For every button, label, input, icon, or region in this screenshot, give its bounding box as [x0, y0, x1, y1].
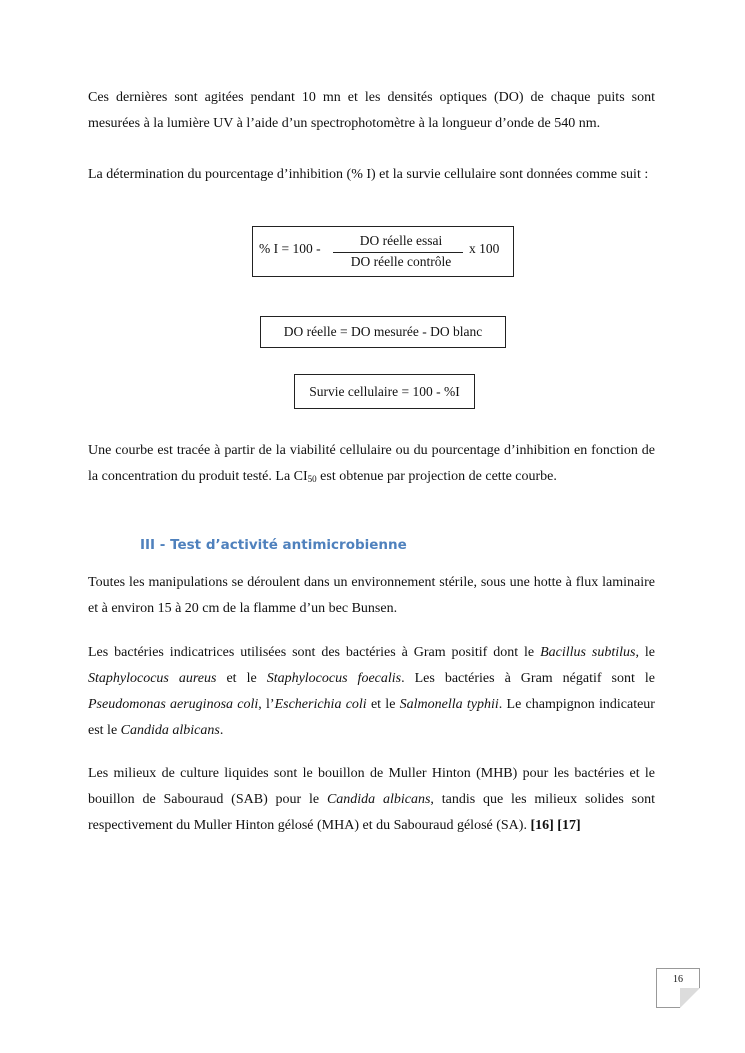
text-run: . Les bactéries à Gram négatif sont le: [401, 671, 655, 686]
text-run: et le: [366, 697, 400, 712]
species-name: Bacillus subtilus: [540, 645, 636, 660]
text-run: .: [219, 723, 224, 738]
text-run: et le: [216, 671, 267, 686]
text-run: . Le champignon indicateur est le: [88, 697, 655, 738]
species-name: Candida albicans: [326, 792, 431, 807]
species-name: Staphylococus foecalis: [266, 671, 402, 686]
formula-inhibition-right: x 100: [469, 241, 500, 256]
formula-inhibition: [252, 226, 514, 277]
paragraph-courbe-text-a: Une courbe est tracée à partir de la viabilité cellulaire ou du pourcentage d’inhibition en fonction de la concentration du produit testé. La CI: [88, 443, 655, 484]
page-curl-icon: [680, 988, 700, 1008]
paragraph-bacteries: [88, 640, 655, 744]
fraction-bar: [333, 252, 463, 253]
formula-inhibition-denominator: DO réelle contrôle: [350, 254, 452, 269]
species-name: Pseudomonas aeruginosa coli: [88, 697, 259, 712]
species-name: Staphylococus aureus: [88, 671, 217, 686]
formula-do-reelle: DO réelle = DO mesurée - DO blanc: [260, 316, 506, 348]
formula-inhibition-left: % I = 100 -: [259, 241, 321, 256]
section-heading: III - Test d’activité antimicrobienne: [140, 537, 407, 553]
paragraph-milieux: [88, 761, 655, 839]
ci50-subscript: 50: [307, 474, 317, 484]
paragraph-courbe-text-b: est obtenue par projection de cette courbe.: [316, 469, 557, 484]
formula-survie-cellulaire: Survie cellulaire = 100 - %I: [294, 374, 475, 409]
paragraph-courbe: [88, 438, 655, 492]
text-run: Les milieux de culture liquides sont le bouillon de Muller Hinton (MHB) pour les bactéries et le bouillon de Sabouraud (SAB) pour le: [88, 766, 655, 807]
text-run: Les bactéries indicatrices utilisées sont des bactéries à Gram positif dont le: [88, 645, 541, 660]
formula-inhibition-numerator: DO réelle essai: [359, 233, 443, 248]
species-name: Candida albicans: [120, 723, 220, 738]
page-number: 16: [673, 974, 683, 985]
species-name: Escherichia coli: [274, 697, 367, 712]
references: [16] [17]: [530, 818, 581, 833]
text-run: , le: [635, 645, 655, 660]
text-run: , l’: [258, 697, 275, 712]
text-run: , tandis que les milieux solides sont respectivement du Muller Hinton gélosé (MHA) et du Sabouraud gélosé (SA).: [88, 792, 655, 833]
paragraph-inhibition-intro: La détermination du pourcentage d’inhibition (% I) et la survie cellulaire sont données comme suit :: [88, 167, 649, 182]
paragraph-manipulations: Toutes les manipulations se déroulent dans un environnement stérile, sous une hotte à flux laminaire et à environ 15 à 20 cm de la flamme d’un bec Bunsen.: [88, 575, 655, 616]
page-number-box: [656, 968, 700, 1008]
species-name: Salmonella typhii: [399, 697, 499, 712]
paragraph-do-measurement: Ces dernières sont agitées pendant 10 mn et les densités optiques (DO) de chaque puits sont mesurées à la lumière UV à l’aide d’un spectrophotomètre à la longueur d’onde de 540 nm.: [88, 90, 655, 131]
